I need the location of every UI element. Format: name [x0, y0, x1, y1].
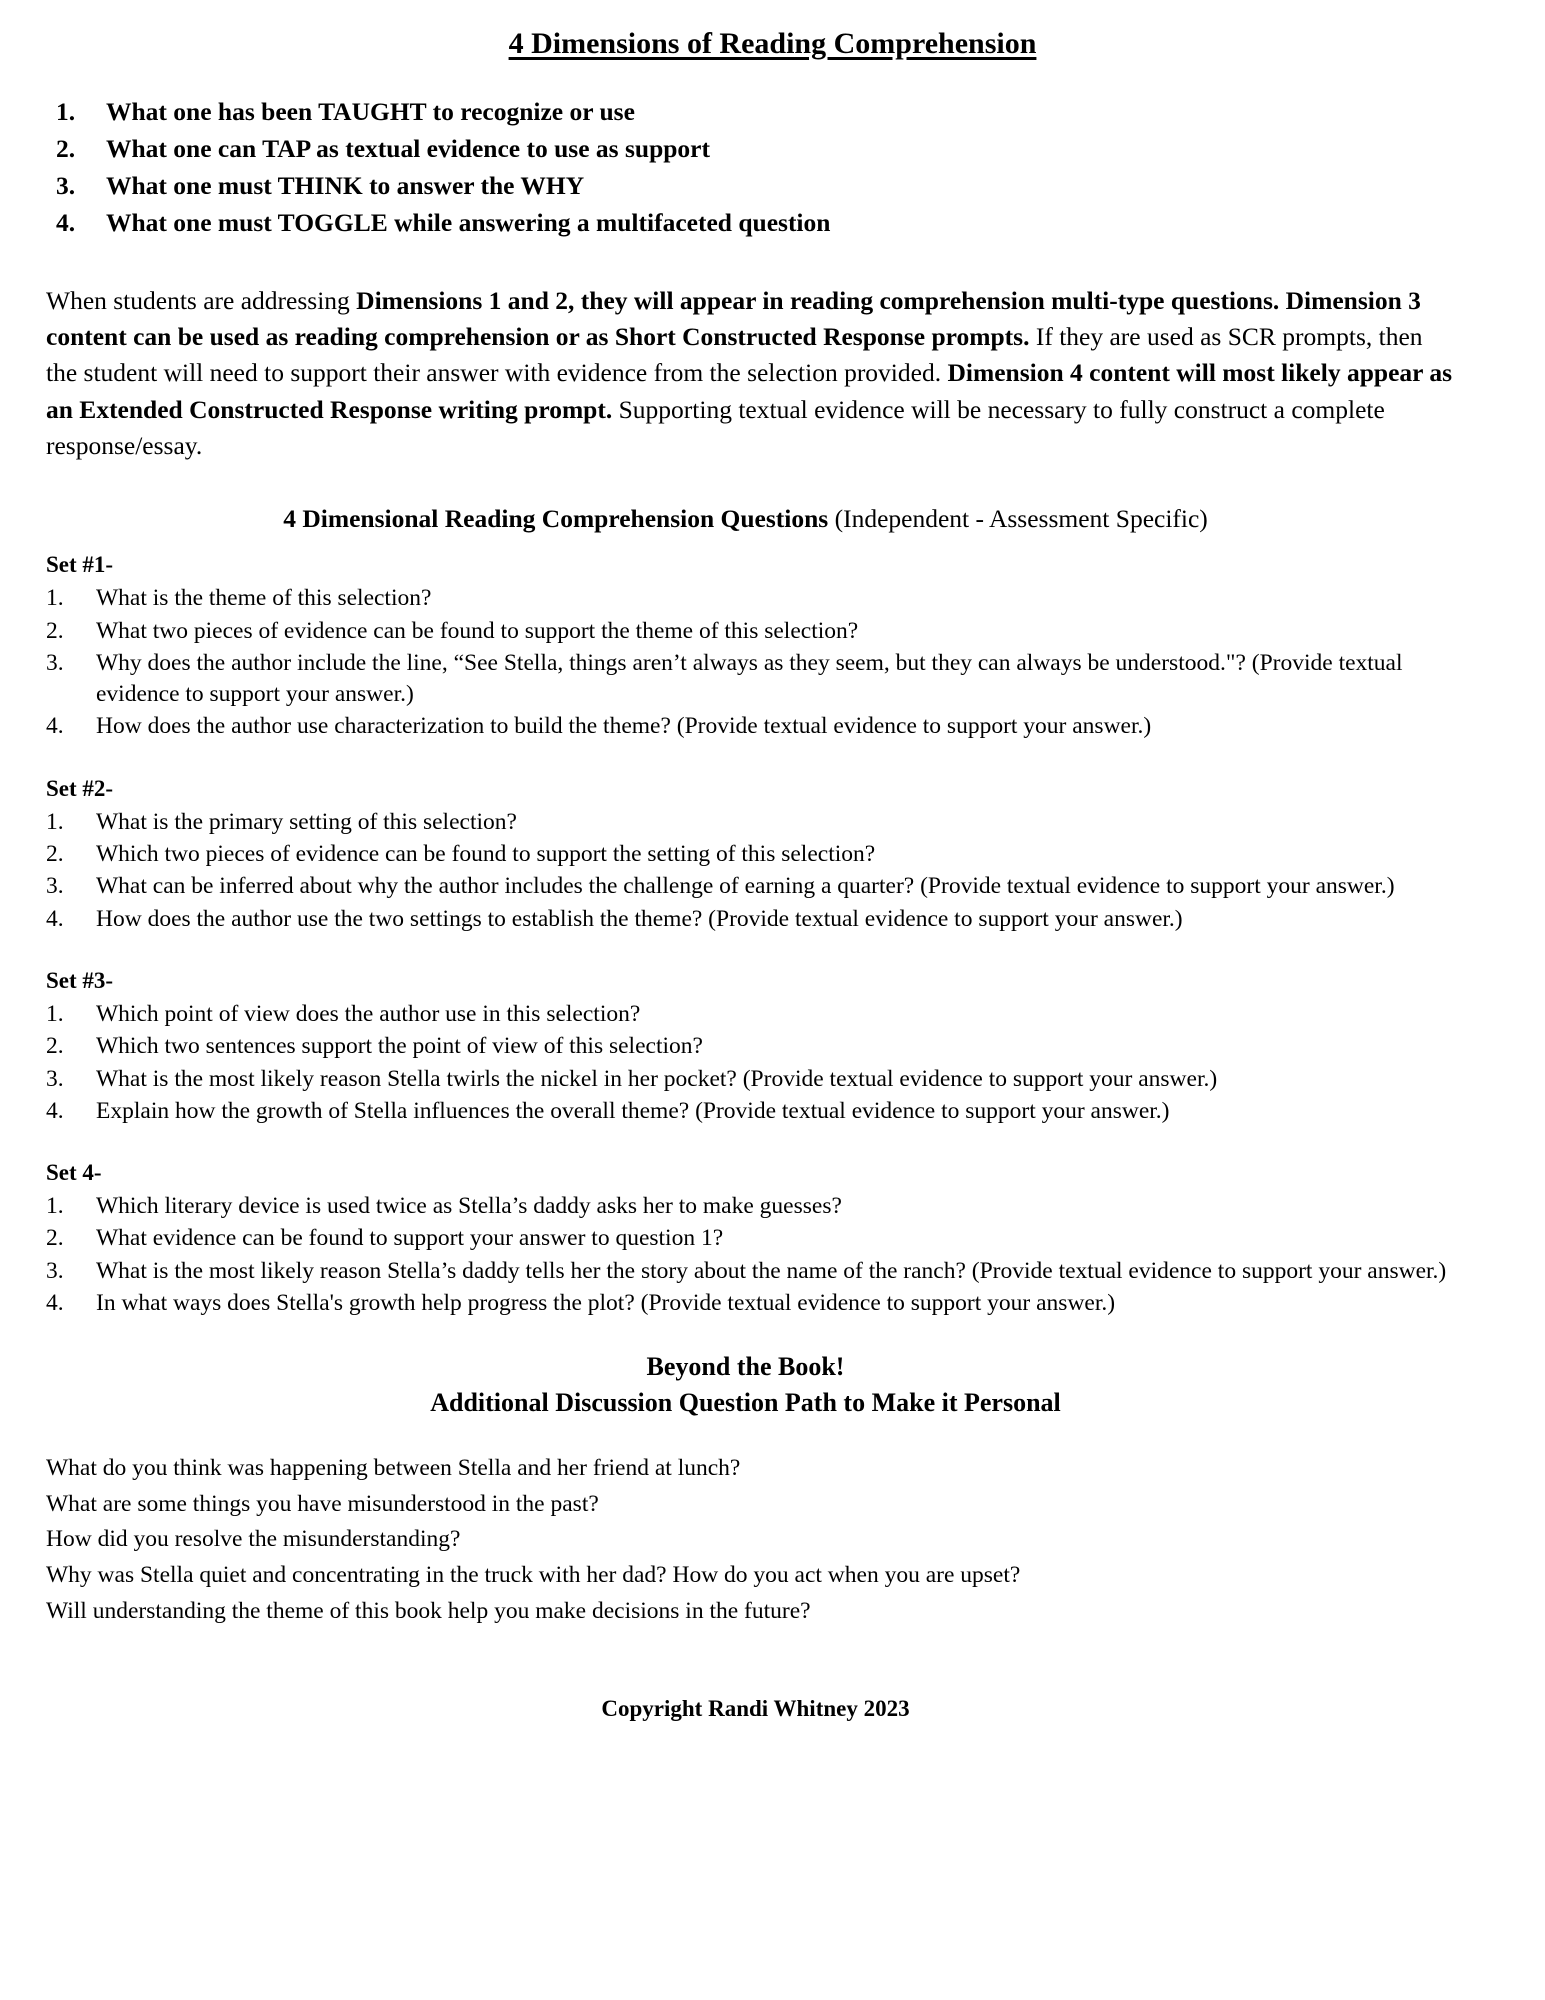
question-text: What evidence can be found to support your answer to question 1? — [96, 1225, 724, 1252]
set-question-list — [34, 999, 1511, 1127]
set-label: Set #3- — [46, 967, 114, 993]
list-item — [34, 616, 1511, 647]
beyond-the-book-title: Beyond the Book! — [646, 1352, 845, 1382]
question-text: Explain how the growth of Stella influences the overall theme? (Provide textual evidence to support your answer.) — [96, 1097, 1170, 1124]
list-item — [34, 648, 1511, 711]
set-question-list — [34, 1191, 1511, 1319]
list-item — [34, 1064, 1511, 1095]
page-title — [34, 26, 1511, 61]
question-text: What is the most likely reason Stella’s daddy tells her the story about the name of the ranch? (Provide textual evidence to support your answer.) — [96, 1257, 1447, 1284]
set-label: Set 4- — [46, 1160, 102, 1186]
list-item: Why was Stella quiet and concentrating in the truck with her dad? How do you act when you are upset? — [46, 1562, 1021, 1589]
dimension-item — [34, 206, 1511, 241]
question-number: 4. — [46, 1097, 64, 1124]
intro-segment-regular: When students are addressing — [46, 286, 357, 316]
question-text: Which two pieces of evidence can be found to support the setting of this selection? — [96, 841, 876, 868]
question-text: What is the most likely reason Stella twirls the nickel in her pocket? (Provide textual evidence to support your answer.) — [96, 1065, 1218, 1092]
question-text: Which two sentences support the point of view of this selection? — [96, 1033, 703, 1060]
dimension-item — [34, 95, 1511, 130]
list-item: What are some things you have misunderstood in the past? — [46, 1490, 599, 1517]
question-number: 2. — [46, 841, 64, 868]
list-item — [34, 1288, 1511, 1319]
question-number: 4. — [46, 713, 64, 740]
question-text: What is the primary setting of this selection? — [96, 808, 517, 835]
set-question-list — [34, 583, 1511, 742]
question-number: 1. — [46, 1193, 64, 1220]
set-label: Set #2- — [46, 775, 114, 801]
list-item — [34, 871, 1511, 902]
list-item — [34, 904, 1511, 935]
question-text: In what ways does Stella's growth help progress the plot? (Provide textual evidence to support your answer.) — [96, 1289, 1116, 1316]
question-number: 2. — [46, 617, 64, 644]
question-text: What can be inferred about why the author includes the challenge of earning a quarter? (Provide textual evidence to support your answer.) — [96, 873, 1395, 900]
dimension-item — [34, 132, 1511, 167]
beyond-the-book-section — [34, 1349, 1511, 1421]
intro-segment-bold: Dimension 4 content will most likely appear as an Extended Constructed Response writing prompt. — [46, 358, 1453, 424]
question-text: What is the theme of this selection? — [96, 585, 432, 612]
question-number: 3. — [46, 649, 64, 676]
question-number: 2. — [46, 1225, 64, 1252]
list-item — [34, 1256, 1511, 1287]
question-text: Why does the author include the line, “See Stella, things aren’t always as they seem, but they can always be understood."? (Provide textual evidence to support your answer.) — [96, 649, 1403, 708]
page-title-text: 4 Dimensions of Reading Comprehension — [508, 27, 1037, 60]
discussion-questions-list — [34, 1451, 1511, 1630]
list-item — [34, 839, 1511, 870]
list-item — [34, 807, 1511, 838]
dimensions-list — [34, 95, 1511, 241]
dimension-text: What one has been TAUGHT to recognize or use — [106, 97, 635, 127]
question-number: 2. — [46, 1033, 64, 1060]
question-number: 1. — [46, 808, 64, 835]
questions-section-heading — [34, 502, 1511, 535]
list-item — [34, 1223, 1511, 1254]
list-item — [34, 1031, 1511, 1062]
copyright-footer: Copyright Randi Whitney 2023 — [601, 1695, 910, 1721]
intro-paragraph — [34, 283, 1511, 464]
question-set — [34, 549, 1511, 742]
question-set — [34, 1157, 1511, 1319]
dimension-text: What one must TOGGLE while answering a multifaceted question — [106, 208, 831, 238]
list-item — [34, 711, 1511, 742]
list-item: What do you think was happening between Stella and her friend at lunch? — [46, 1454, 741, 1481]
dimension-item — [34, 169, 1511, 204]
list-item — [34, 583, 1511, 614]
dimension-number: 3. — [56, 171, 76, 201]
question-text: Which point of view does the author use in this selection? — [96, 1001, 641, 1028]
intro-segment-bold: Dimensions 1 and 2, they will appear in reading comprehension multi-type questions. Dimension 3 content can be used as reading comprehension or as Short Constructed Response prompts. — [46, 286, 1421, 352]
dimension-number: 4. — [56, 208, 76, 238]
intro-segment-regular: If they are used as SCR prompts, then the student will need to support their answer with evidence from the selection provided. — [46, 322, 1423, 388]
question-number: 1. — [46, 1001, 64, 1028]
question-number: 3. — [46, 873, 64, 900]
questions-heading-bold: 4 Dimensional Reading Comprehension Questions — [283, 504, 829, 534]
question-text: How does the author use the two settings to establish the theme? (Provide textual evidence to support your answer.) — [96, 905, 1183, 932]
question-number: 4. — [46, 1289, 64, 1316]
dimension-text: What one can TAP as textual evidence to use as support — [106, 134, 710, 164]
list-item: How did you resolve the misunderstanding? — [46, 1526, 461, 1553]
list-item: Will understanding the theme of this book help you make decisions in the future? — [46, 1597, 811, 1624]
question-number: 4. — [46, 905, 64, 932]
question-text: How does the author use characterization to build the theme? (Provide textual evidence to support your answer.) — [96, 713, 1152, 740]
questions-heading-regular: (Independent - Assessment Specific) — [828, 504, 1208, 534]
set-question-list — [34, 807, 1511, 935]
dimension-number: 1. — [56, 97, 76, 127]
question-text: What two pieces of evidence can be found to support the theme of this selection? — [96, 617, 859, 644]
dimension-number: 2. — [56, 134, 76, 164]
question-number: 3. — [46, 1065, 64, 1092]
question-set — [34, 965, 1511, 1127]
list-item — [34, 1096, 1511, 1127]
list-item — [34, 999, 1511, 1030]
question-number: 3. — [46, 1257, 64, 1284]
question-number: 1. — [46, 585, 64, 612]
intro-segment-regular: Supporting textual evidence will be necessary to fully construct a complete response/essay. — [46, 394, 1385, 460]
question-set — [34, 773, 1511, 935]
question-text: Which literary device is used twice as Stella’s daddy asks her to make guesses? — [96, 1193, 842, 1220]
set-label: Set #1- — [46, 552, 114, 578]
list-item — [34, 1191, 1511, 1222]
dimension-text: What one must THINK to answer the WHY — [106, 171, 585, 201]
beyond-the-book-subtitle: Additional Discussion Question Path to Make it Personal — [430, 1388, 1061, 1418]
